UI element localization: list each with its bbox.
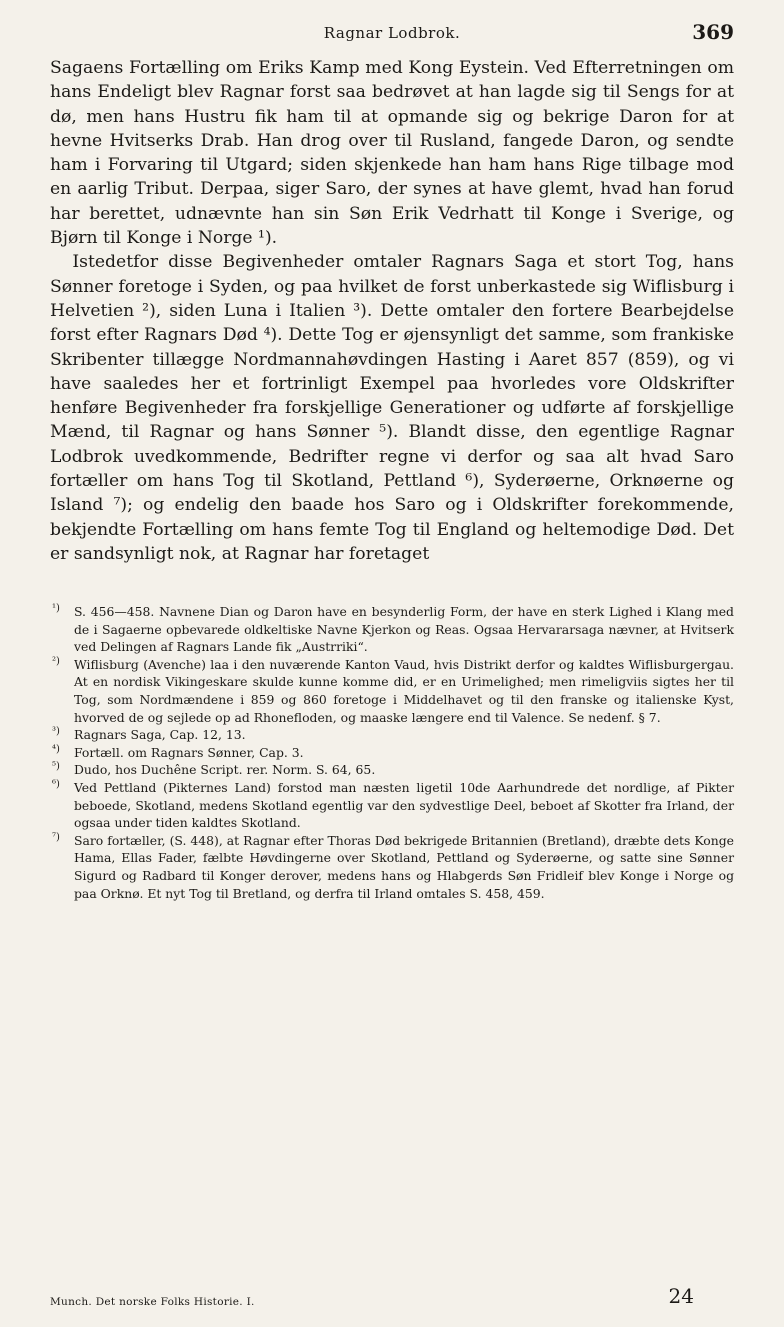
footnote-mark: ¹) [52, 603, 60, 614]
footnote [50, 832, 734, 902]
running-head [50, 20, 734, 46]
page-foot [50, 1284, 734, 1308]
footnote-text: Dudo, hos Duchêne Script. rer. Norm. S. 64, 65. [74, 762, 376, 778]
footnote [50, 726, 734, 744]
footnote [50, 761, 734, 779]
running-title: Ragnar Lodbrok. [323, 24, 461, 42]
footnote [50, 603, 734, 656]
signature-line: Munch. Det norske Folks Historie. I. [50, 1296, 255, 1308]
footnote [50, 656, 734, 726]
footnotes [50, 603, 734, 902]
footnote-mark: ³) [52, 726, 60, 738]
footnote [50, 779, 734, 832]
footnote-mark: ⁴) [52, 743, 60, 755]
footnote-text: S. 456—458. Navnene Dian og Daron have en besynderlig Form, der have en sterk Lighed i Klang med de i Sagaerne opbevarede oldkeltiske Navne Kjerkon og Reas. Ogsaa Hervararsaga nævner, at Hvitserk ved Delingen af Ragnars Lande fik „Austrriki“. [74, 604, 734, 655]
page-number: 369 [692, 20, 734, 44]
footnote-text: Ragnars Saga, Cap. 12, 13. [74, 727, 246, 743]
sheet-number: 24 [668, 1284, 694, 1308]
footnote-mark: ⁵) [52, 761, 60, 773]
footnote-mark: ²) [52, 655, 60, 667]
paragraph: Sagaens Fortælling om Eriks Kamp med Kong Eystein. Ved Efterretningen om hans Endeligt blev Ragnar forst saa bedrøvet at han lagde sig til Sengs for at dø, men hans Hustru fik ham til at opmande sig og bekrige Daron for at hevne Hvitserks Drab. Han drog over til Rusland, fangede Daron, og sendte ham i Forvaring til Utgard; siden skjenkede han ham hans Rige tilbage mod en aarlig Tribut. Derpaa, siger Saro, der synes at have glemt, hvad han forud har berettet, udnævnte han sin Søn Erik Vedrhatt til Konge i Sverige, og Bjørn til Konge i Norge ¹). [50, 58, 734, 249]
footnote-mark: ⁶) [52, 778, 60, 790]
paragraph: Istedetfor disse Begivenheder omtaler Ragnars Saga et stort Tog, hans Sønner foretoge i Syden, og paa hvilket de forst unberkastede sig Wiflisburg i Helvetien ²), siden Luna i Italien ³). Dette omtaler den fortere Bearbejdelse forst efter Ragnars Død ⁴). Dette Tog er øjensynligt det samme, som frankiske Skribenter tillægge Nordmannahøvdingen Hasting i Aaret 857 (859), og vi have saaledes her et fortrinligt Exempel paa hvorledes vore Oldskrifter henføre Begivenheder fra forskjellige Generationer og udførte af forskjellige Mænd, til Ragnar og hans Sønner ⁵). Blandt disse, den egentlige Ragnar Lodbrok uvedkommende, Bedrifter regne vi derfor og saa alt hvad Saro fortæller om hans Tog til Skotland, Pettland ⁶), Syderøerne, Orknøerne og Island ⁷); og endelig den baade hos Saro og i Oldskrifter forekommende, bekjendte Fortælling om hans femte Tog til England og heltemodige Død. Det er sandsynligt nok, at Ragnar har foretaget [50, 252, 734, 564]
footnote [50, 744, 734, 762]
body-text [50, 56, 734, 566]
footnote-text: Saro fortæller, (S. 448), at Ragnar efter Thoras Død bekrigede Britannien (Bretland), dræbte dets Konge Hama, Ellas Fader, fælbte Høvdingerne over Skotland, Pettland og Syderøerne, og satte sine Sønner Sigurd og Radbard til Konger derover, medens hans og Hlabgerds Søn Fridleif blev Konge i Norge og paa Orknø. Et nyt Tog til Bretland, og derfra til Irland omtales S. 458, 459. [74, 832, 734, 901]
footnote-mark: ⁷) [52, 831, 60, 843]
footnote-text: Wiflisburg (Avenche) laa i den nuværende Kanton Vaud, hvis Distrikt derfor og kaldtes Wiflisburgergau. At en nordisk Vikingeskare skulde kunne komme did, er en Urimelighed; men rimeligviis sigtes her til Tog, som Nordmændene i 859 og 860 foretoge i Middelhavet og til den franske og italienske Kyst, hvorved de og sejlede op ad Rhonefloden, og maaske længere end til Valence. Se nedenf. § 7. [74, 656, 734, 725]
footnote-text: Fortæll. om Ragnars Sønner, Cap. 3. [74, 744, 304, 760]
footnote-text: Ved Pettland (Pikternes Land) forstod man næsten ligetil 10de Aarhundrede det nordlige, af Pikter beboede, Skotland, medens Skotland egentlig var den sydvestlige Deel, beboet af Skotter fra Irland, der ogsaa under tiden kaldtes Skotland. [74, 779, 734, 831]
